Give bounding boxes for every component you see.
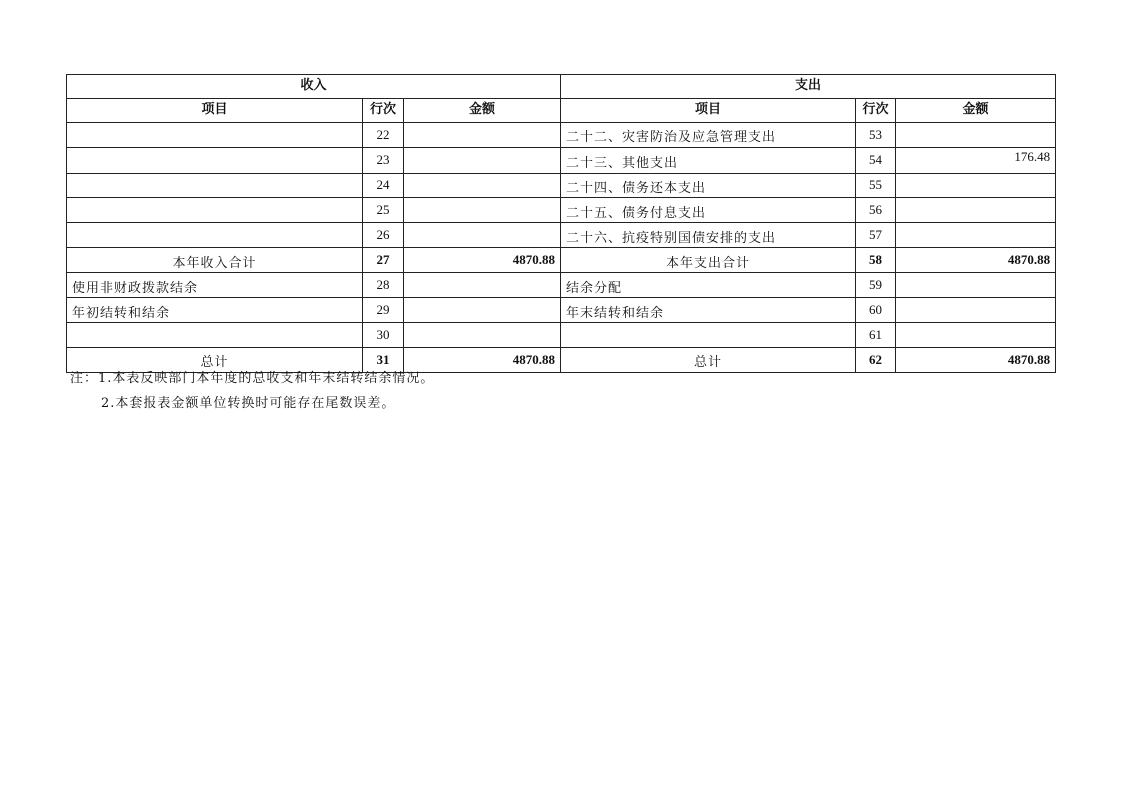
- income-line-cell: 29: [363, 298, 404, 323]
- income-amount-cell: [404, 198, 561, 223]
- income-expense-table: [66, 74, 1056, 373]
- income-line-header: 行次: [363, 98, 404, 122]
- table-row: [67, 173, 1056, 198]
- section-header-row: [67, 75, 1056, 99]
- expense-line-cell: 61: [856, 322, 896, 347]
- column-header-row: [67, 98, 1056, 122]
- income-line-cell: 23: [363, 147, 404, 173]
- expense-amount-cell: [896, 198, 1056, 223]
- income-item-cell: 总计: [67, 347, 363, 372]
- income-item-header: 项目: [67, 98, 363, 122]
- expense-amount-header: 金额: [896, 98, 1056, 122]
- income-line-cell: 26: [363, 223, 404, 248]
- expense-item-cell: 年末结转和结余: [561, 298, 856, 323]
- table-row: [67, 147, 1056, 173]
- table-row: [67, 273, 1056, 298]
- income-amount-cell: [404, 223, 561, 248]
- expense-item-cell: [561, 322, 856, 347]
- expense-item-cell: 总计: [561, 347, 856, 372]
- income-amount-cell: [404, 173, 561, 198]
- income-line-cell: 27: [363, 248, 404, 273]
- expense-line-cell: 60: [856, 298, 896, 323]
- expense-line-cell: 53: [856, 122, 896, 147]
- expense-item-cell: 结余分配: [561, 273, 856, 298]
- expense-line-cell: 58: [856, 248, 896, 273]
- table-row: [67, 298, 1056, 323]
- note-line-1: 注：1.本表反映部门本年度的总收支和年末结转结余情况。: [70, 371, 435, 386]
- income-amount-cell: [404, 298, 561, 323]
- income-amount-cell: 4870.88: [404, 347, 561, 372]
- subtotal-row: [67, 248, 1056, 273]
- income-amount-cell: [404, 147, 561, 173]
- expense-item-cell: 本年支出合计: [561, 248, 856, 273]
- expense-amount-cell: [896, 322, 1056, 347]
- table-row: [67, 322, 1056, 347]
- expense-amount-cell: 176.48: [896, 147, 1056, 173]
- income-item-cell: [67, 322, 363, 347]
- income-amount-cell: [404, 322, 561, 347]
- expense-line-cell: 62: [856, 347, 896, 372]
- table-notes: [70, 366, 434, 416]
- income-item-cell: [67, 198, 363, 223]
- income-item-cell: 使用非财政拨款结余: [67, 273, 363, 298]
- income-line-cell: 30: [363, 322, 404, 347]
- income-line-cell: 31: [363, 347, 404, 372]
- income-amount-cell: 4870.88: [404, 248, 561, 273]
- expense-amount-cell: 4870.88: [896, 347, 1056, 372]
- income-item-cell: 本年收入合计: [67, 248, 363, 273]
- income-line-cell: 28: [363, 273, 404, 298]
- table-row: [67, 198, 1056, 223]
- income-line-cell: 24: [363, 173, 404, 198]
- income-line-cell: 22: [363, 122, 404, 147]
- expense-item-cell: 二十六、抗疫特别国债安排的支出: [561, 223, 856, 248]
- income-item-cell: 年初结转和结余: [67, 298, 363, 323]
- expense-amount-cell: [896, 173, 1056, 198]
- expense-line-cell: 57: [856, 223, 896, 248]
- expense-item-cell: 二十三、其他支出: [561, 147, 856, 173]
- expense-item-cell: 二十五、债务付息支出: [561, 198, 856, 223]
- expense-item-cell: 二十二、灾害防治及应急管理支出: [561, 122, 856, 147]
- income-amount-cell: [404, 273, 561, 298]
- table-row: [67, 122, 1056, 147]
- expense-item-header: 项目: [561, 98, 856, 122]
- income-item-cell: [67, 122, 363, 147]
- table-row: [67, 223, 1056, 248]
- income-amount-header: 金额: [404, 98, 561, 122]
- income-section-title: 收入: [67, 75, 561, 99]
- expense-amount-cell: [896, 223, 1056, 248]
- income-item-cell: [67, 147, 363, 173]
- income-item-cell: [67, 173, 363, 198]
- expense-section-title: 支出: [561, 75, 1056, 99]
- expense-line-cell: 54: [856, 147, 896, 173]
- income-item-cell: [67, 223, 363, 248]
- expense-item-cell: 二十四、债务还本支出: [561, 173, 856, 198]
- expense-line-cell: 56: [856, 198, 896, 223]
- expense-amount-cell: [896, 273, 1056, 298]
- income-line-cell: 25: [363, 198, 404, 223]
- expense-amount-cell: [896, 298, 1056, 323]
- expense-amount-cell: 4870.88: [896, 248, 1056, 273]
- income-amount-cell: [404, 122, 561, 147]
- expense-line-cell: 59: [856, 273, 896, 298]
- expense-amount-cell: [896, 122, 1056, 147]
- expense-line-cell: 55: [856, 173, 896, 198]
- note-line-2: 2.本套报表金额单位转换时可能存在尾数误差。: [101, 396, 396, 411]
- expense-line-header: 行次: [856, 98, 896, 122]
